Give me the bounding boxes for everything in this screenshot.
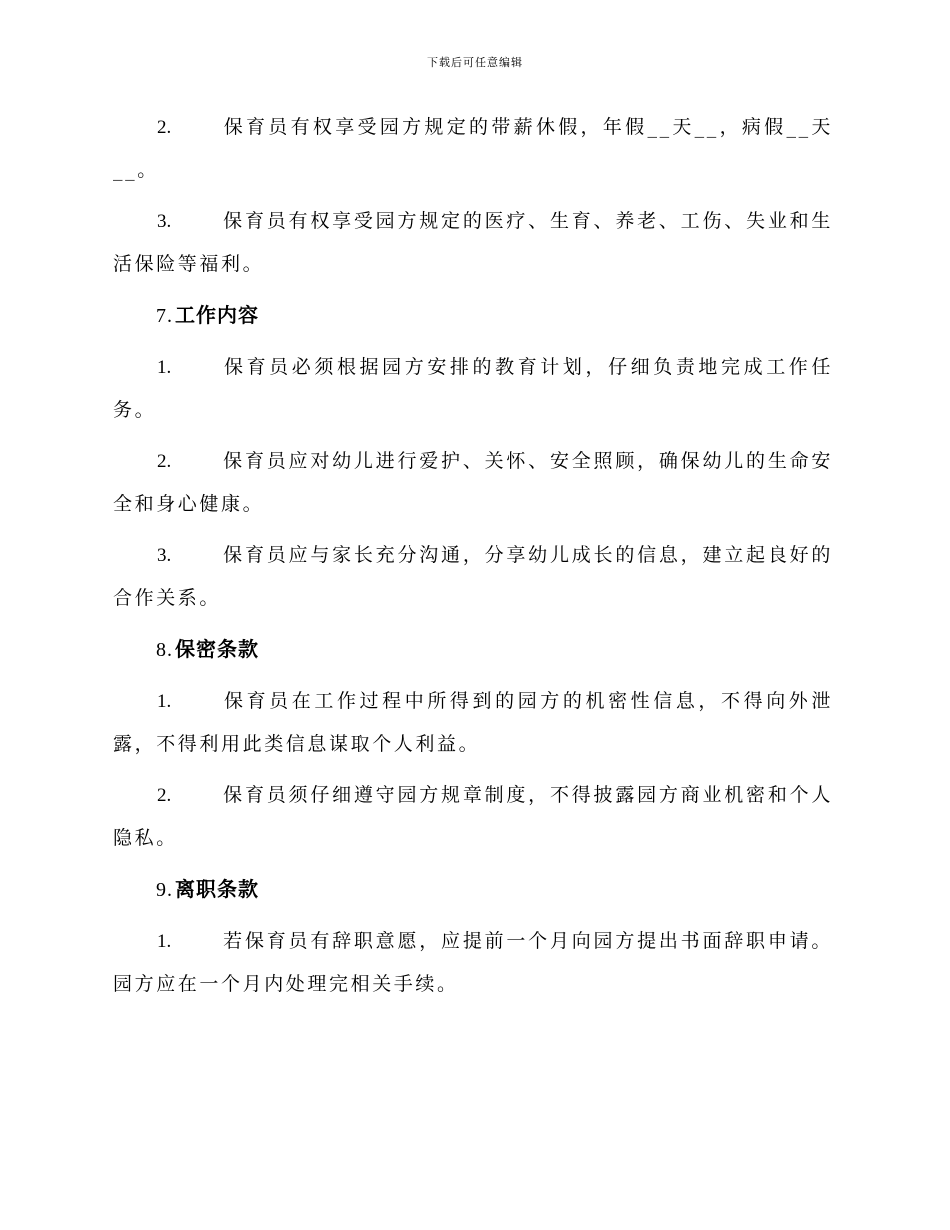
item-number: 1. (157, 357, 172, 378)
section-number: 8. (156, 639, 173, 661)
item-number: 3. (157, 545, 172, 566)
list-item (113, 440, 833, 525)
list-item (113, 774, 833, 859)
item-text: 保育员应与家长充分沟通，分享幼儿成长的信息，建立起良好的合作关系。 (113, 544, 833, 609)
section-title: 工作内容 (175, 303, 259, 327)
section-heading (156, 874, 259, 905)
list-item (113, 920, 833, 1005)
item-text: 保育员应对幼儿进行爱护、关怀、安全照顾，确保幼儿的生命安全和身心健康。 (113, 450, 833, 515)
paragraph-item (113, 200, 833, 285)
item-number: 2. (157, 451, 172, 472)
item-text: 保育员在工作过程中所得到的园方的机密性信息，不得向外泄露，不得利用此类信息谋取个人利益。 (113, 690, 833, 755)
item-text: 保育员有权享受园方规定的医疗、生育、养老、工伤、失业和生活保险等福利。 (113, 210, 833, 275)
item-number: 2. (157, 117, 172, 138)
item-number: 2. (157, 785, 172, 806)
paragraph-item (113, 106, 833, 191)
list-item (113, 534, 833, 619)
item-number: 1. (157, 931, 172, 952)
section-heading (156, 300, 259, 331)
item-number: 1. (157, 691, 172, 712)
list-item (113, 346, 833, 431)
section-title: 保密条款 (175, 637, 259, 661)
page-header: 下载后可任意编辑 (427, 56, 523, 69)
item-number: 3. (157, 211, 172, 232)
section-title: 离职条款 (175, 877, 259, 901)
item-text: 保育员有权享受园方规定的带薪休假，年假__天__，病假__天__。 (113, 116, 833, 181)
item-text: 保育员必须根据园方安排的教育计划，仔细负责地完成工作任务。 (113, 356, 833, 421)
item-text: 若保育员有辞职意愿，应提前一个月向园方提出书面辞职申请。园方应在一个月内处理完相关手续。 (113, 930, 833, 995)
item-text: 保育员须仔细遵守园方规章制度，不得披露园方商业机密和个人隐私。 (113, 784, 833, 849)
list-item (113, 680, 833, 765)
section-heading (156, 634, 259, 665)
section-number: 9. (156, 879, 173, 901)
section-number: 7. (156, 305, 173, 327)
